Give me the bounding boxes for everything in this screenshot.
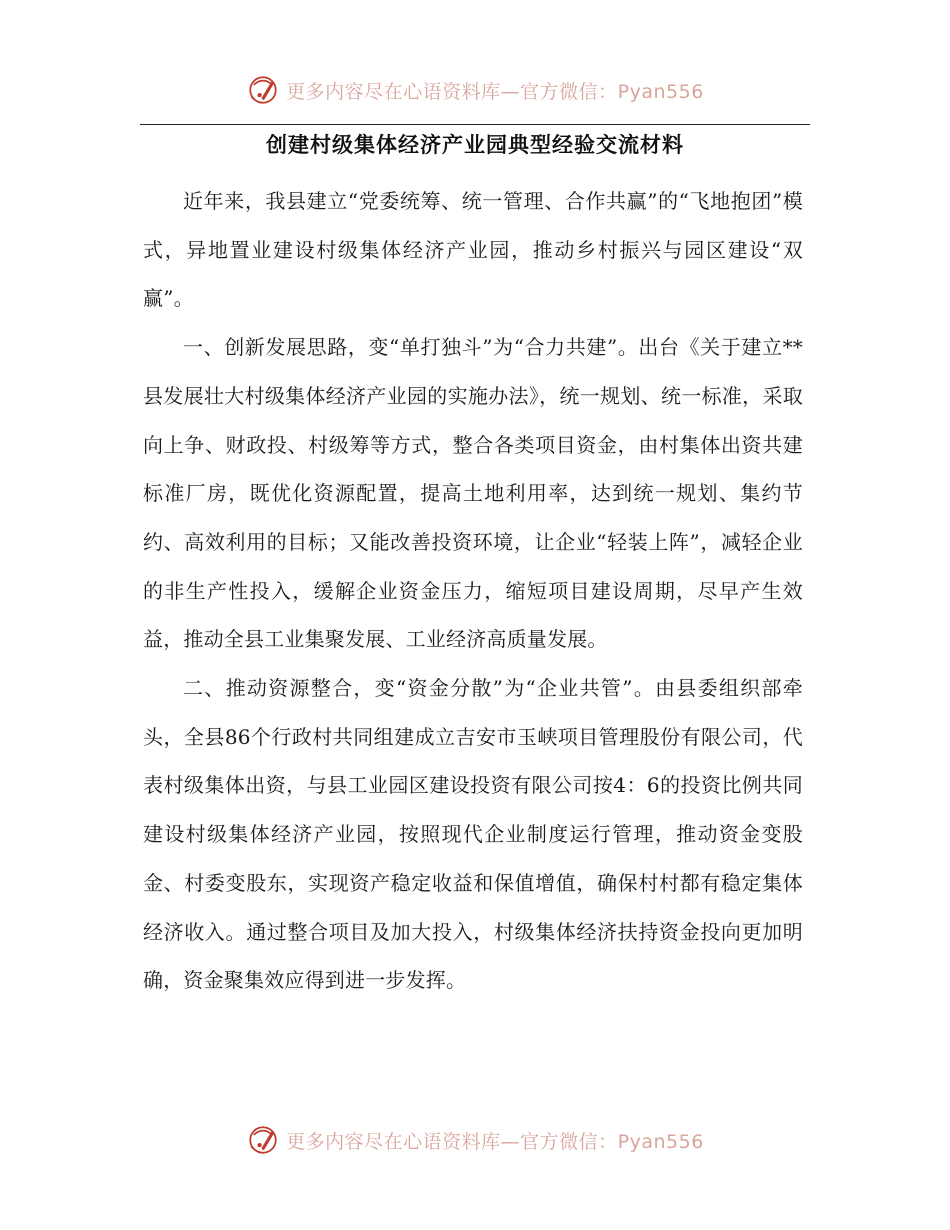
footer-banner-text: 更多内容尽在心语资料库—官方微信：Pyan556 (286, 1130, 704, 1153)
pen-nib-seal-logo-icon (246, 73, 280, 107)
paragraph-section-two: 二、推动资源整合，变“资金分散”为“企业共管”。由县委组织部牵头，全县86个行政村共同组建成立吉安市玉峡项目管理股份有限公司，代表村级集体出资，与县工业园区建设投资有限公司按4：6的投资比例共同建设村级集体经济产业园，按照现代企业制度运行管理，推动资金变股金、村委变股东，实现资产稳定收益和保值增值，确保村村都有稳定集体经济收入。通过整合项目及加大投入，村级集体经济扶持资金投向更加明确，资金聚集效应得到进一步发挥。 (143, 676, 803, 993)
paragraph-intro: 近年来，我县建立“党委统筹、统一管理、合作共赢”的“飞地抱团”模式，异地置业建设村级集体经济产业园，推动乡村振兴与园区建设“双赢”。 (143, 189, 803, 311)
document-title: 创建村级集体经济产业园典型经验交流材料 (266, 133, 684, 157)
footer-banner (0, 1120, 950, 1160)
pen-nib-seal-logo-icon (246, 1123, 280, 1157)
document-body (143, 177, 803, 1005)
header-banner-text: 更多内容尽在心语资料库—官方微信：Pyan556 (286, 80, 704, 103)
header-banner (0, 70, 950, 110)
title-divider (140, 124, 810, 125)
paragraph-section-one: 一、创新发展思路，变“单打独斗”为“合力共建”。出台《关于建立**县发展壮大村级集体经济产业园的实施办法》，统一规划、统一标准，采取向上争、财政投、村级筹等方式，整合各类项目资金，由村集体出资共建标准厂房，既优化资源配置，提高土地利用率，达到统一规划、集约节约、高效利用的目标；又能改善投资环境，让企业“轻装上阵”，减轻企业的非生产性投入，缓解企业资金压力，缩短项目建设周期，尽早产生效益，推动全县工业集聚发展、工业经济高质量发展。 (143, 335, 803, 652)
